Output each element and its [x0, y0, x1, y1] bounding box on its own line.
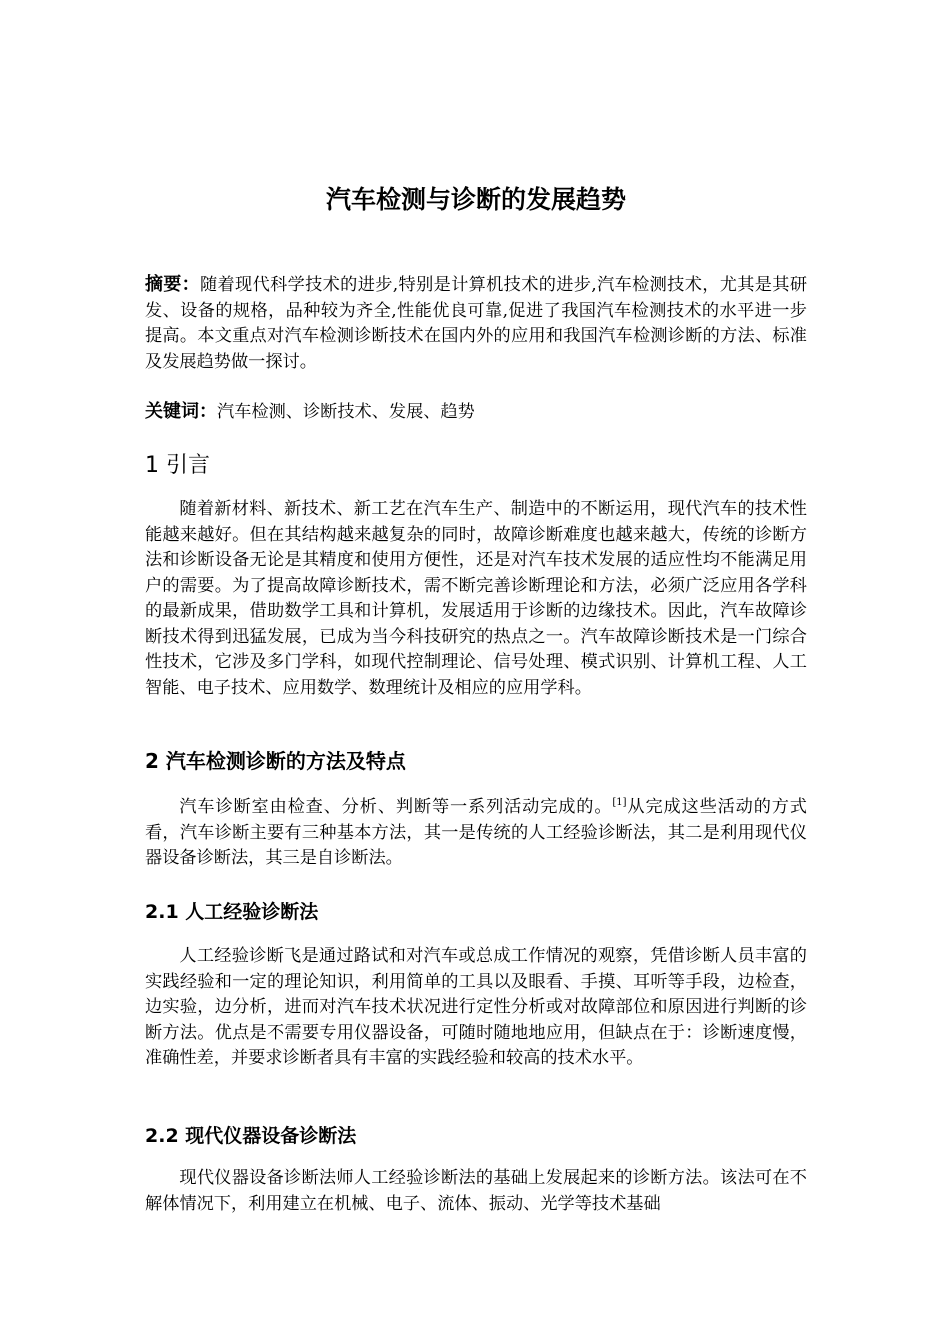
section-2-text-a: 汽车诊断室由检查、分析、判断等一系列活动完成的。 — [179, 797, 613, 817]
section-2-2-paragraph: 现代仪器设备诊断法师人工经验诊断法的基础上发展起来的诊断方法。该法可在不解体情况下，利用建立在机械、电子、流体、振动、光学等技术基础 — [145, 1168, 807, 1214]
section-2-paragraph — [145, 795, 807, 872]
section-2-text-b: 从完成这些活动的方式看，汽车诊断主要有三种基本方法，其一是传统的人工经验诊断法，其二是利用现代仪器设备诊断法，其三是自诊断法。 — [145, 797, 807, 868]
section-2-1 — [145, 897, 807, 924]
section-2-2 — [145, 1121, 807, 1148]
section-2-2-heading: 2.2 现代仪器设备诊断法 — [145, 1125, 357, 1147]
section-2-1-heading: 2.1 人工经验诊断法 — [145, 901, 319, 923]
keywords-label: 关键词： — [145, 401, 217, 422]
section-2-body — [145, 795, 807, 872]
section-1-heading: 1 引言 — [145, 453, 210, 478]
document-title: 汽车检测与诊断的发展趋势 — [325, 185, 626, 214]
section-2-2-body — [145, 1166, 807, 1217]
keywords-paragraph — [145, 399, 807, 426]
section-1-body — [145, 497, 807, 701]
section-2-heading: 2 汽车检测诊断的方法及特点 — [145, 749, 406, 773]
abstract — [145, 272, 807, 375]
citation-ref: [1] — [612, 797, 627, 808]
abstract-paragraph — [145, 272, 807, 375]
abstract-text: 随着现代科学技术的进步,特别是计算机技术的进步,汽车检测技术，尤其是其研发、设备的规格，品种较为齐全,性能优良可靠,促进了我国汽车检测技术的水平进一步提高。本文重点对汽车检测诊断技术在国内外的应用和我国汽车检测诊断的方法、标准及发展趋势做一探讨。 — [145, 275, 808, 372]
keywords-text: 汽车检测、诊断技术、发展、趋势 — [217, 402, 475, 422]
section-2-1-body — [145, 944, 807, 1072]
abstract-label: 摘要： — [145, 274, 201, 295]
section-2-1-paragraph: 人工经验诊断飞是通过路试和对汽车或总成工作情况的观察，凭借诊断人员丰富的实践经验和一定的理论知识，利用简单的工具以及眼看、手摸、耳听等手段，边检查，边实验，边分析，进而对汽车技术状况进行定性分析或对故障部位和原因进行判断的诊断方法。优点是不需要专用仪器设备，可随时随地地应用，但缺点在于：诊断速度慢，准确性差，并要求诊断者具有丰富的实践经验和较高的技术水平。 — [145, 946, 807, 1068]
section-1 — [145, 448, 807, 479]
section-1-paragraph: 随着新材料、新技术、新工艺在汽车生产、制造中的不断运用，现代汽车的技术性能越来越好。但在其结构越来越复杂的同时，故障诊断难度也越来越大，传统的诊断方法和诊断设备无论是其精度和使用方便性，还是对汽车技术发展的适应性均不能满足用户的需要。为了提高故障诊断技术，需不断完善诊断理论和方法，必须广泛应用各学科的最新成果，借助数学工具和计算机，发展适用于诊断的边缘技术。因此，汽车故障诊断技术得到迅猛发展，已成为当今科技研究的热点之一。汽车故障诊断技术是一门综合性技术，它涉及多门学科，如现代控制理论、信号处理、模式识别、计算机工程、人工智能、电子技术、应用数学、数理统计及相应的应用学科。 — [145, 499, 807, 698]
section-2 — [145, 745, 807, 774]
keywords — [145, 399, 807, 426]
